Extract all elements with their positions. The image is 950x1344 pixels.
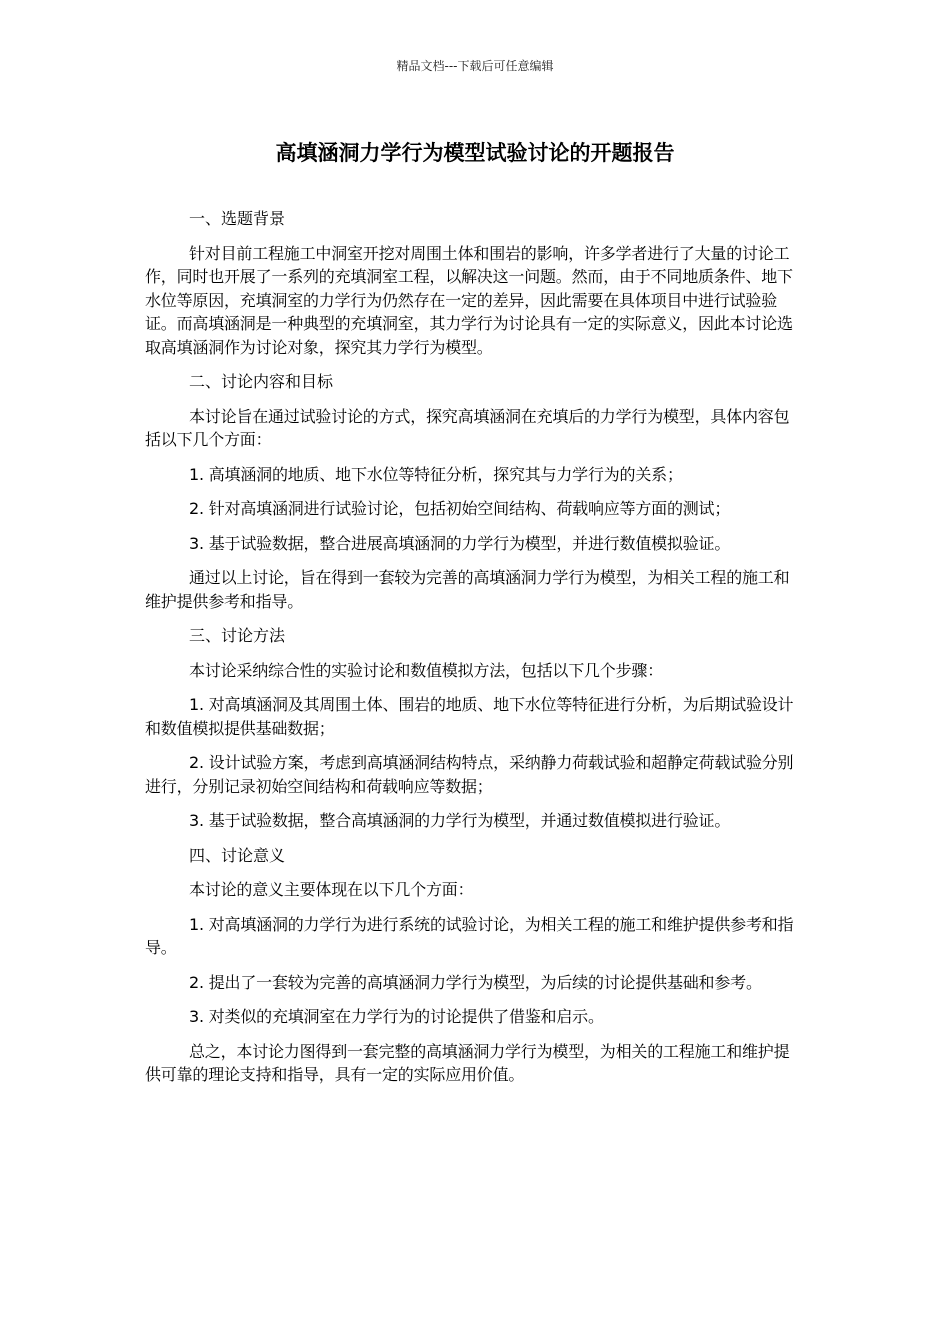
document-body	[145, 207, 805, 1098]
section-heading-content-goals: 二、讨论内容和目标	[189, 372, 334, 391]
paragraph-conclusion: 总之，本讨论力图得到一套完整的高填涵洞力学行为模型，为相关的工程施工和维护提供可靠的理论支持和指导，具有一定的实际应用价值。	[145, 1041, 790, 1084]
list-item-content-1: 1. 高填涵洞的地质、地下水位等特征分析，探究其与力学行为的关系；	[189, 464, 683, 484]
paragraph-content-intro: 本讨论旨在通过试验讨论的方式，探究高填涵洞在充填后的力学行为模型，具体内容包括以下几个方面：	[145, 406, 790, 449]
section-heading-methods: 三、讨论方法	[189, 626, 286, 645]
paragraph-background: 针对目前工程施工中洞室开挖对周围土体和围岩的影响，许多学者进行了大量的讨论工作，同时也开展了一系列的充填洞室工程，以解决这一问题。然而，由于不同地质条件、地下水位等原因，充填洞室的力学行为仍然存在一定的差异，因此需要在具体项目中进行试验验证。而高填涵洞是一种典型的充填洞室，其力学行为讨论具有一定的实际意义，因此本讨论选取高填涵洞作为讨论对象，探究其力学行为模型。	[145, 243, 793, 357]
list-item-methods-2: 2. 设计试验方案，考虑到高填涵洞结构特点，采纳静力荷载试验和超静定荷载试验分别进行，分别记录初始空间结构和荷载响应等数据；	[145, 753, 794, 796]
list-item-methods-3: 3. 基于试验数据，整合高填涵洞的力学行为模型，并通过数值模拟进行验证。	[189, 811, 731, 830]
paragraph-significance-intro: 本讨论的意义主要体现在以下几个方面：	[189, 880, 474, 899]
list-item-content-3: 3. 基于试验数据，整合进展高填涵洞的力学行为模型，并进行数值模拟验证。	[189, 533, 731, 553]
list-item-significance-2: 2. 提出了一套较为完善的高填涵洞力学行为模型，为后续的讨论提供基础和参考。	[189, 972, 762, 992]
paragraph-content-summary: 通过以上讨论，旨在得到一套较为完善的高填涵洞力学行为模型，为相关工程的施工和维护提供参考和指导。	[145, 568, 790, 611]
list-item-significance-3: 3. 对类似的充填洞室在力学行为的讨论提供了借鉴和启示。	[189, 1007, 604, 1026]
section-heading-significance: 四、讨论意义	[189, 845, 286, 865]
list-item-significance-1: 1. 对高填涵洞的力学行为进行系统的试验讨论，为相关工程的施工和维护提供参考和指导。	[145, 914, 794, 957]
document-title: 高填涵洞力学行为模型试验讨论的开题报告	[275, 141, 675, 165]
header-note: 精品文档---下载后可任意编辑	[396, 59, 554, 73]
list-item-content-2: 2. 针对高填涵洞进行试验讨论，包括初始空间结构、荷载响应等方面的测试；	[189, 499, 731, 518]
paragraph-methods-intro: 本讨论采纳综合性的实验讨论和数值模拟方法，包括以下几个步骤：	[189, 660, 664, 680]
section-heading-background: 一、选题背景	[189, 209, 286, 228]
list-item-methods-1: 1. 对高填涵洞及其周围土体、围岩的地质、地下水位等特征进行分析，为后期试验设计和数值模拟提供基础数据；	[145, 695, 794, 738]
